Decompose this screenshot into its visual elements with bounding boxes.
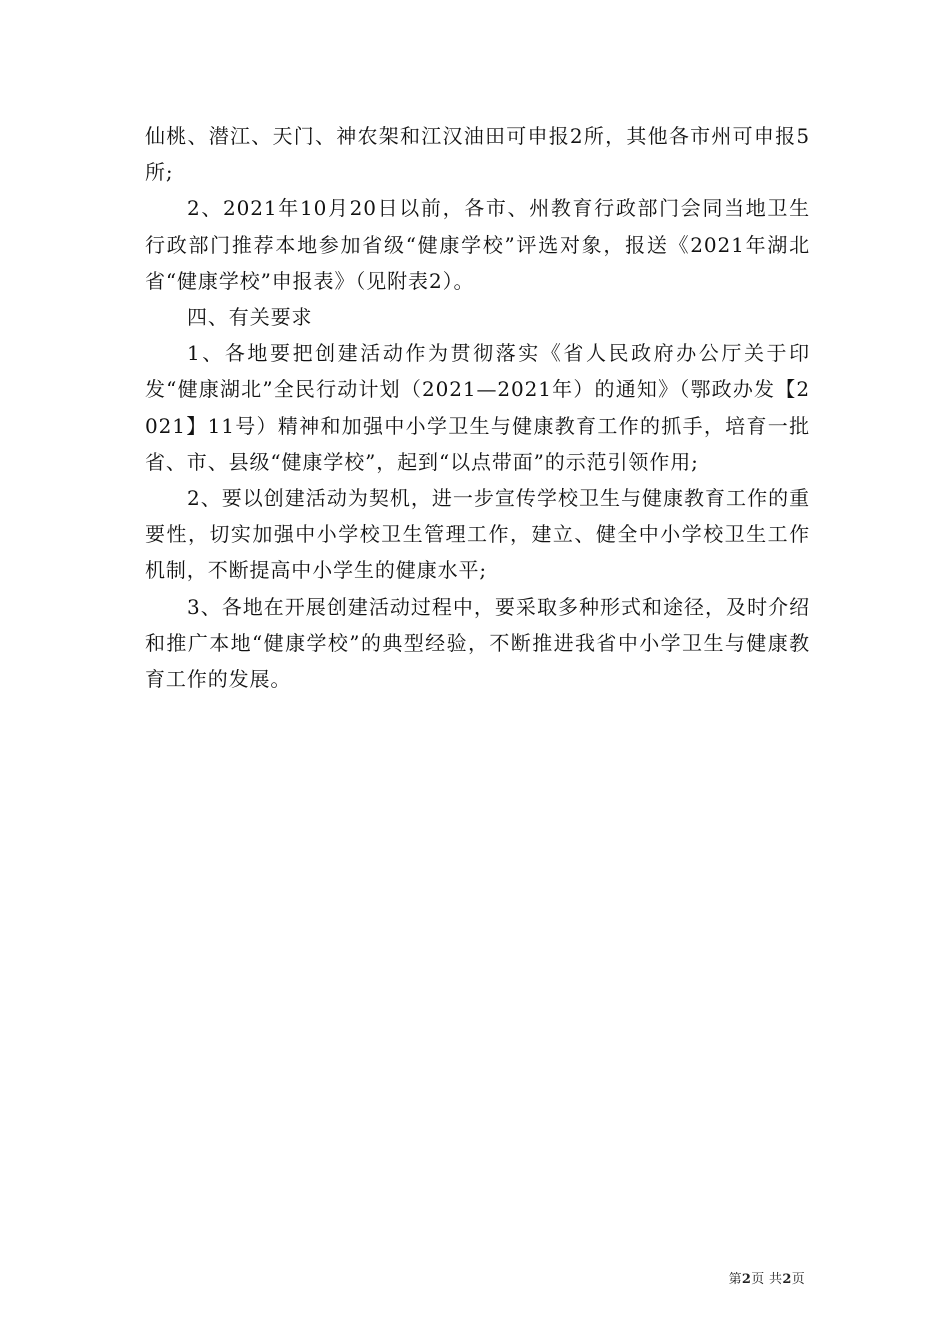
footer-current-page: 2 [741,1272,752,1287]
footer-suffix: 页 [791,1272,805,1287]
footer-prefix: 第 [728,1272,742,1287]
paragraph-quota: 仙桃、潜江、天门、神农架和江汉油田可申报2所，其他各市州可申报5所; [145,124,810,185]
paragraph-deadline: 2、2021年10月20日以前，各市、州教育行政部门会同当地卫生行政部门推荐本地参加省级“健康学校”评选对象，报送《2021年湖北省“健康学校”申报表》（见附表2）。 [145,196,810,293]
paragraph-requirement-1: 1、各地要把创建活动作为贯彻落实《省人民政府办公厅关于印发“健康湖北”全民行动计划（2021—2021年）的通知》（鄂政办发【2021】11号）精神和加强中小学卫生与健康教育工作的抓手，培育一批省、市、县级“健康学校”，起到“以点带面”的示范引领作用; [145,341,810,474]
footer-middle: 页 共 [751,1272,783,1287]
section-heading-requirements: 四、有关要求 [187,305,313,330]
paragraph-requirement-3: 3、各地在开展创建活动过程中，要采取多种形式和途径，及时介绍和推广本地“健康学校”的典型经验，不断推进我省中小学卫生与健康教育工作的发展。 [145,594,810,692]
page-number-footer [729,1272,805,1288]
document-body [145,118,810,697]
footer-total-pages: 2 [782,1272,792,1287]
paragraph-requirement-2: 2、要以创建活动为契机，进一步宣传学校卫生与健康教育工作的重要性，切实加强中小学校卫生管理工作，建立、健全中小学校卫生工作机制，不断提高中小学生的健康水平; [145,486,810,583]
